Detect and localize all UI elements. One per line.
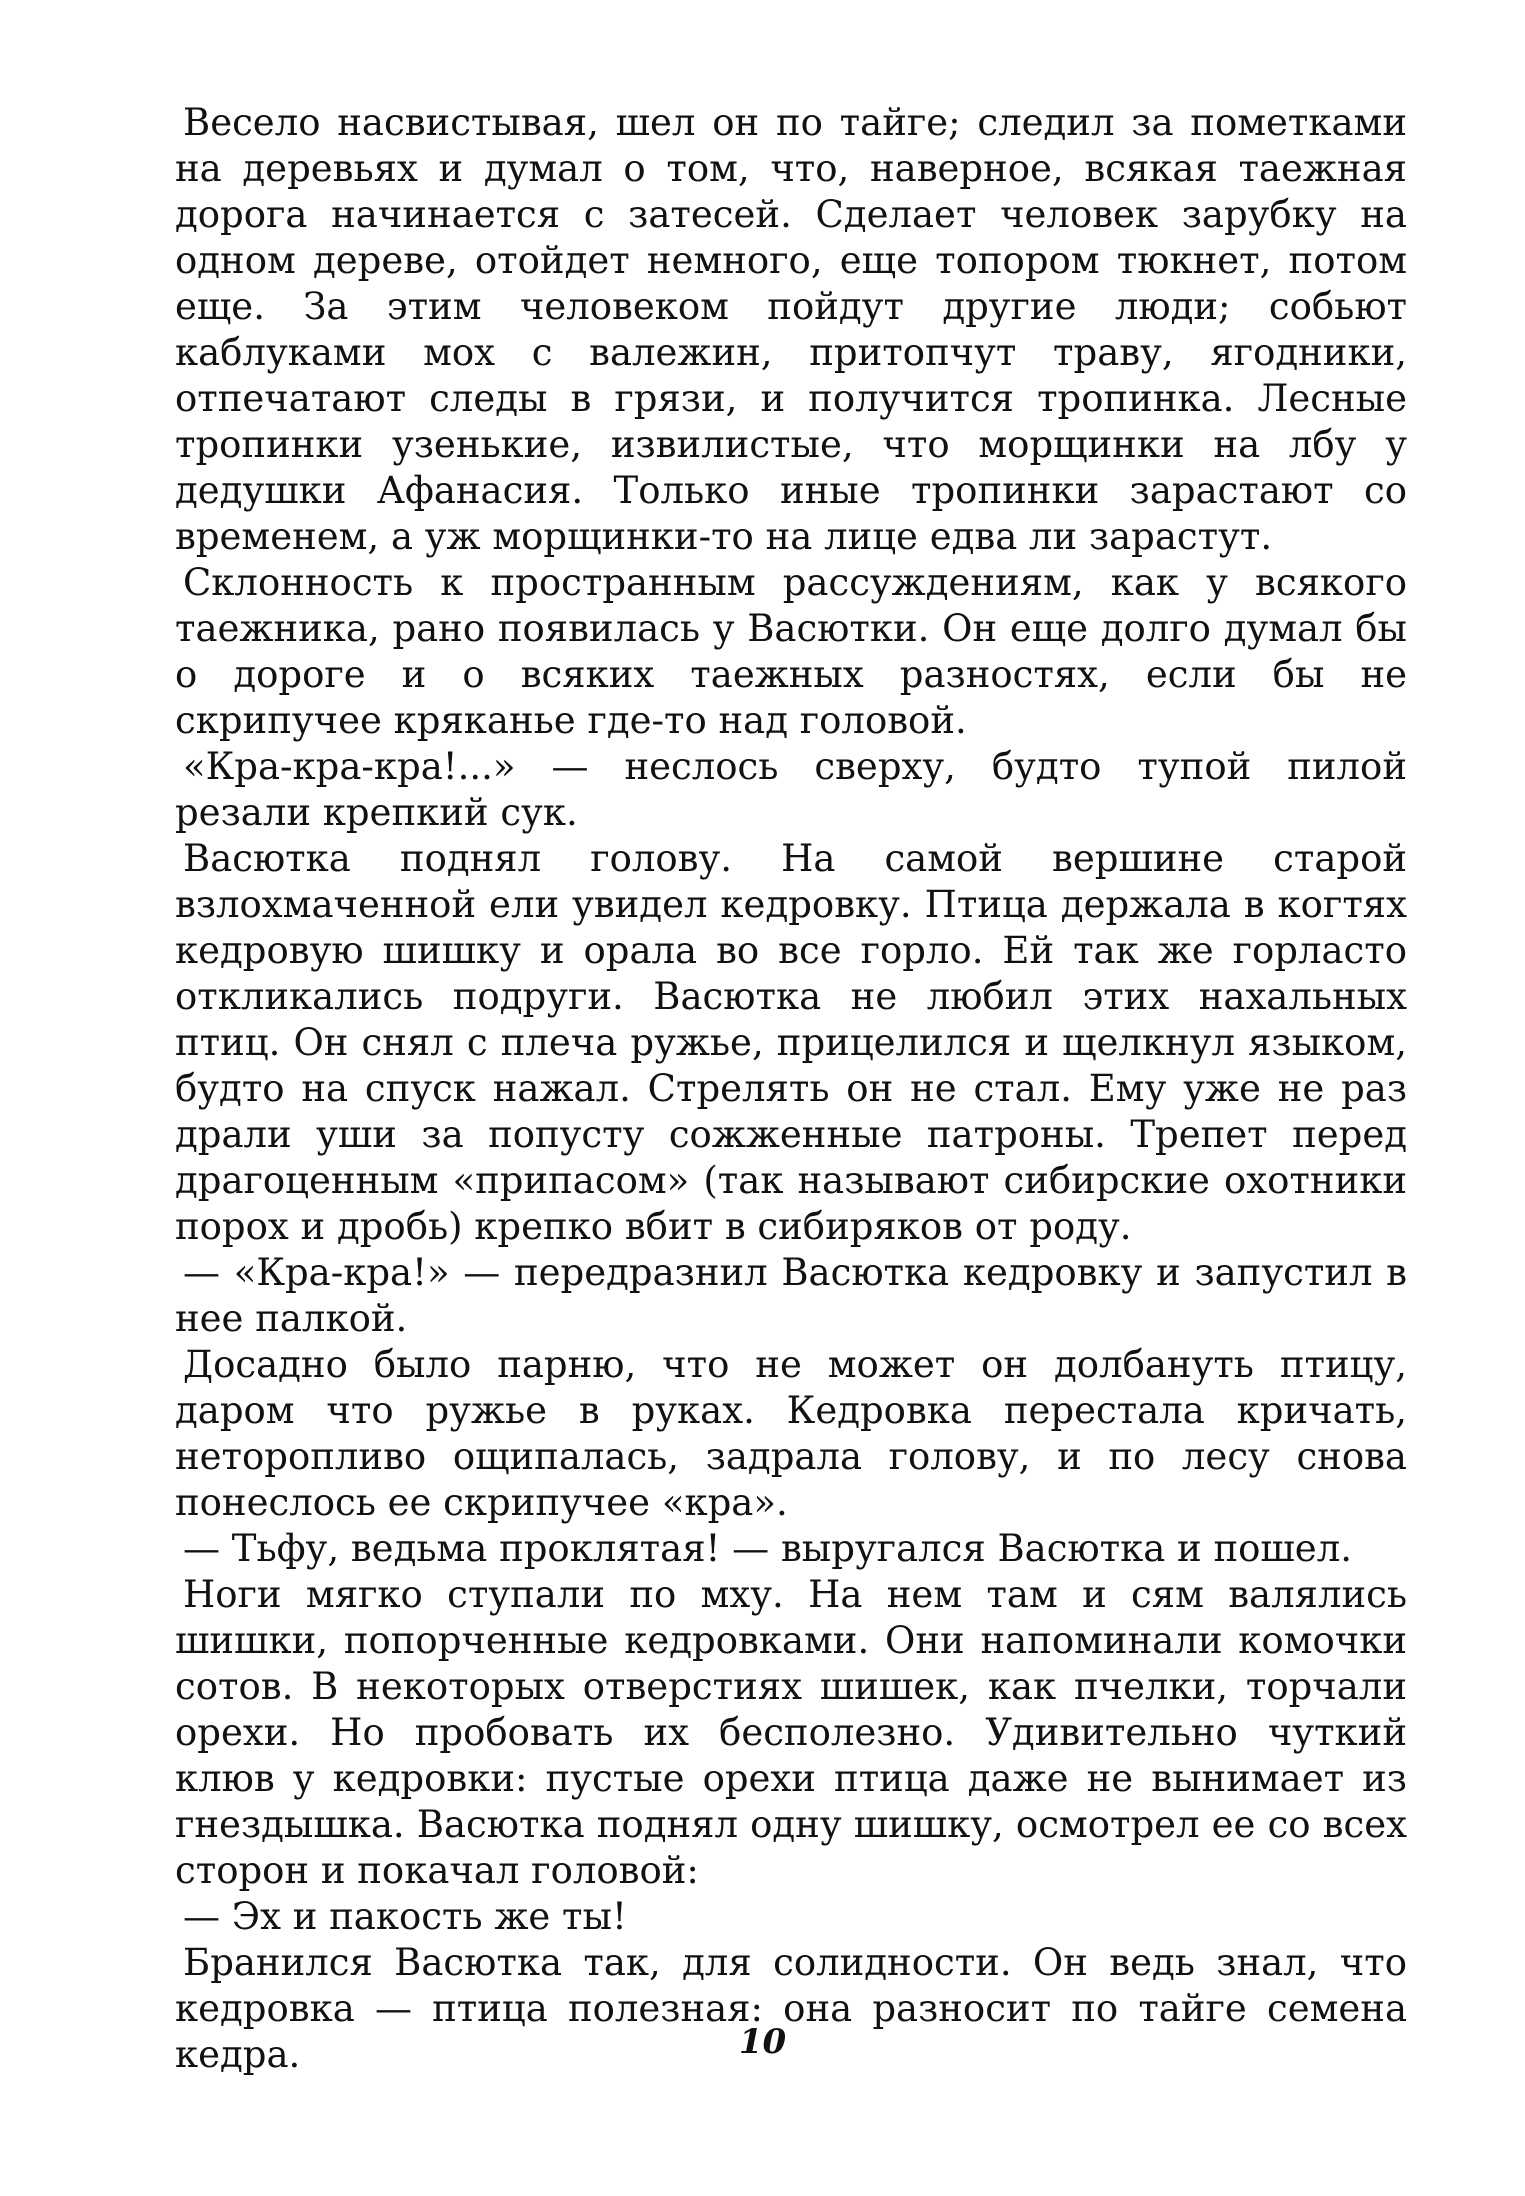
paragraph-5: — «Кра-кра!» — передразнил Васютка кедровку и запустил в нее палкой.: [175, 1251, 1407, 1340]
paragraph-8: Ноги мягко ступали по мху. На нем там и сям валялись шишки, попорченные кедровками. Они напоминали комочки сотов. В некоторых отверстиях шишек, как пчелки, торчали орехи. Но пробовать их бесполезно. Удивительно чуткий клюв у кедровки: пустые орехи птица даже не вынимает из гнездышка. Васютка поднял одну шишку, осмотрел ее со всех сторон и покачал головой:: [175, 1573, 1407, 1892]
page-number: 10: [738, 2022, 787, 2062]
paragraph-4: Васютка поднял голову. На самой вершине старой взлохмаченной ели увидел кедровку. Птица держала в когтях кедровую шишку и орала во все горло. Ей так же горласто откликались подруги. Васютка не любил этих нахальных птиц. Он снял с плеча ружье, прицелился и щелкнул языком, будто на спуск нажал. Стрелять он не стал. Ему уже не раз драли уши за попусту сожженные патроны. Трепет перед драгоценным «припасом» (так называют сибирские охотники порох и дробь) крепко вбит в сибиряков от роду.: [175, 837, 1407, 1248]
paragraph-10: Бранился Васютка так, для солидности. Он ведь знал, что кедровка — птица полезная: она разносит по тайге семена кедра.: [175, 1941, 1407, 2076]
paragraph-9: — Эх и пакость же ты!: [183, 1895, 627, 1938]
page-text: [175, 100, 1407, 2078]
paragraph-2: Склонность к пространным рассуждениям, как у всякого таежника, рано появилась у Васютки. Он еще долго думал бы о дороге и о всяких таежных разностях, если бы не скрипучее кряканье где-то над головой.: [175, 561, 1407, 742]
paragraph-6: Досадно было парню, что не может он долбануть птицу, даром что ружье в руках. Кедровка перестала кричать, неторопливо ощипалась, задрала голову, и по лесу снова понеслось ее скрипучее «кра».: [175, 1343, 1407, 1524]
paragraph-7: — Тьфу, ведьма проклятая! — выругался Васютка и пошел.: [183, 1527, 1352, 1570]
paragraph-1: Весело насвистывая, шел он по тайге; следил за пометками на деревьях и думал о том, что, наверное, всякая таежная дорога начинается с затесей. Сделает человек зарубку на одном дереве, отойдет немного, еще топором тюкнет, потом еще. За этим человеком пойдут другие люди; собьют каблуками мох с валежин, притопчут траву, ягодники, отпечатают следы в грязи, и получится тропинка. Лесные тропинки узенькие, извилистые, что морщинки на лбу у дедушки Афанасия. Только иные тропинки зарастают со временем, а уж морщинки-то на лице едва ли зарастут.: [175, 101, 1407, 558]
paragraph-3: «Кра-кра-кра!...» — неслось сверху, будто тупой пилой резали крепкий сук.: [175, 745, 1407, 834]
